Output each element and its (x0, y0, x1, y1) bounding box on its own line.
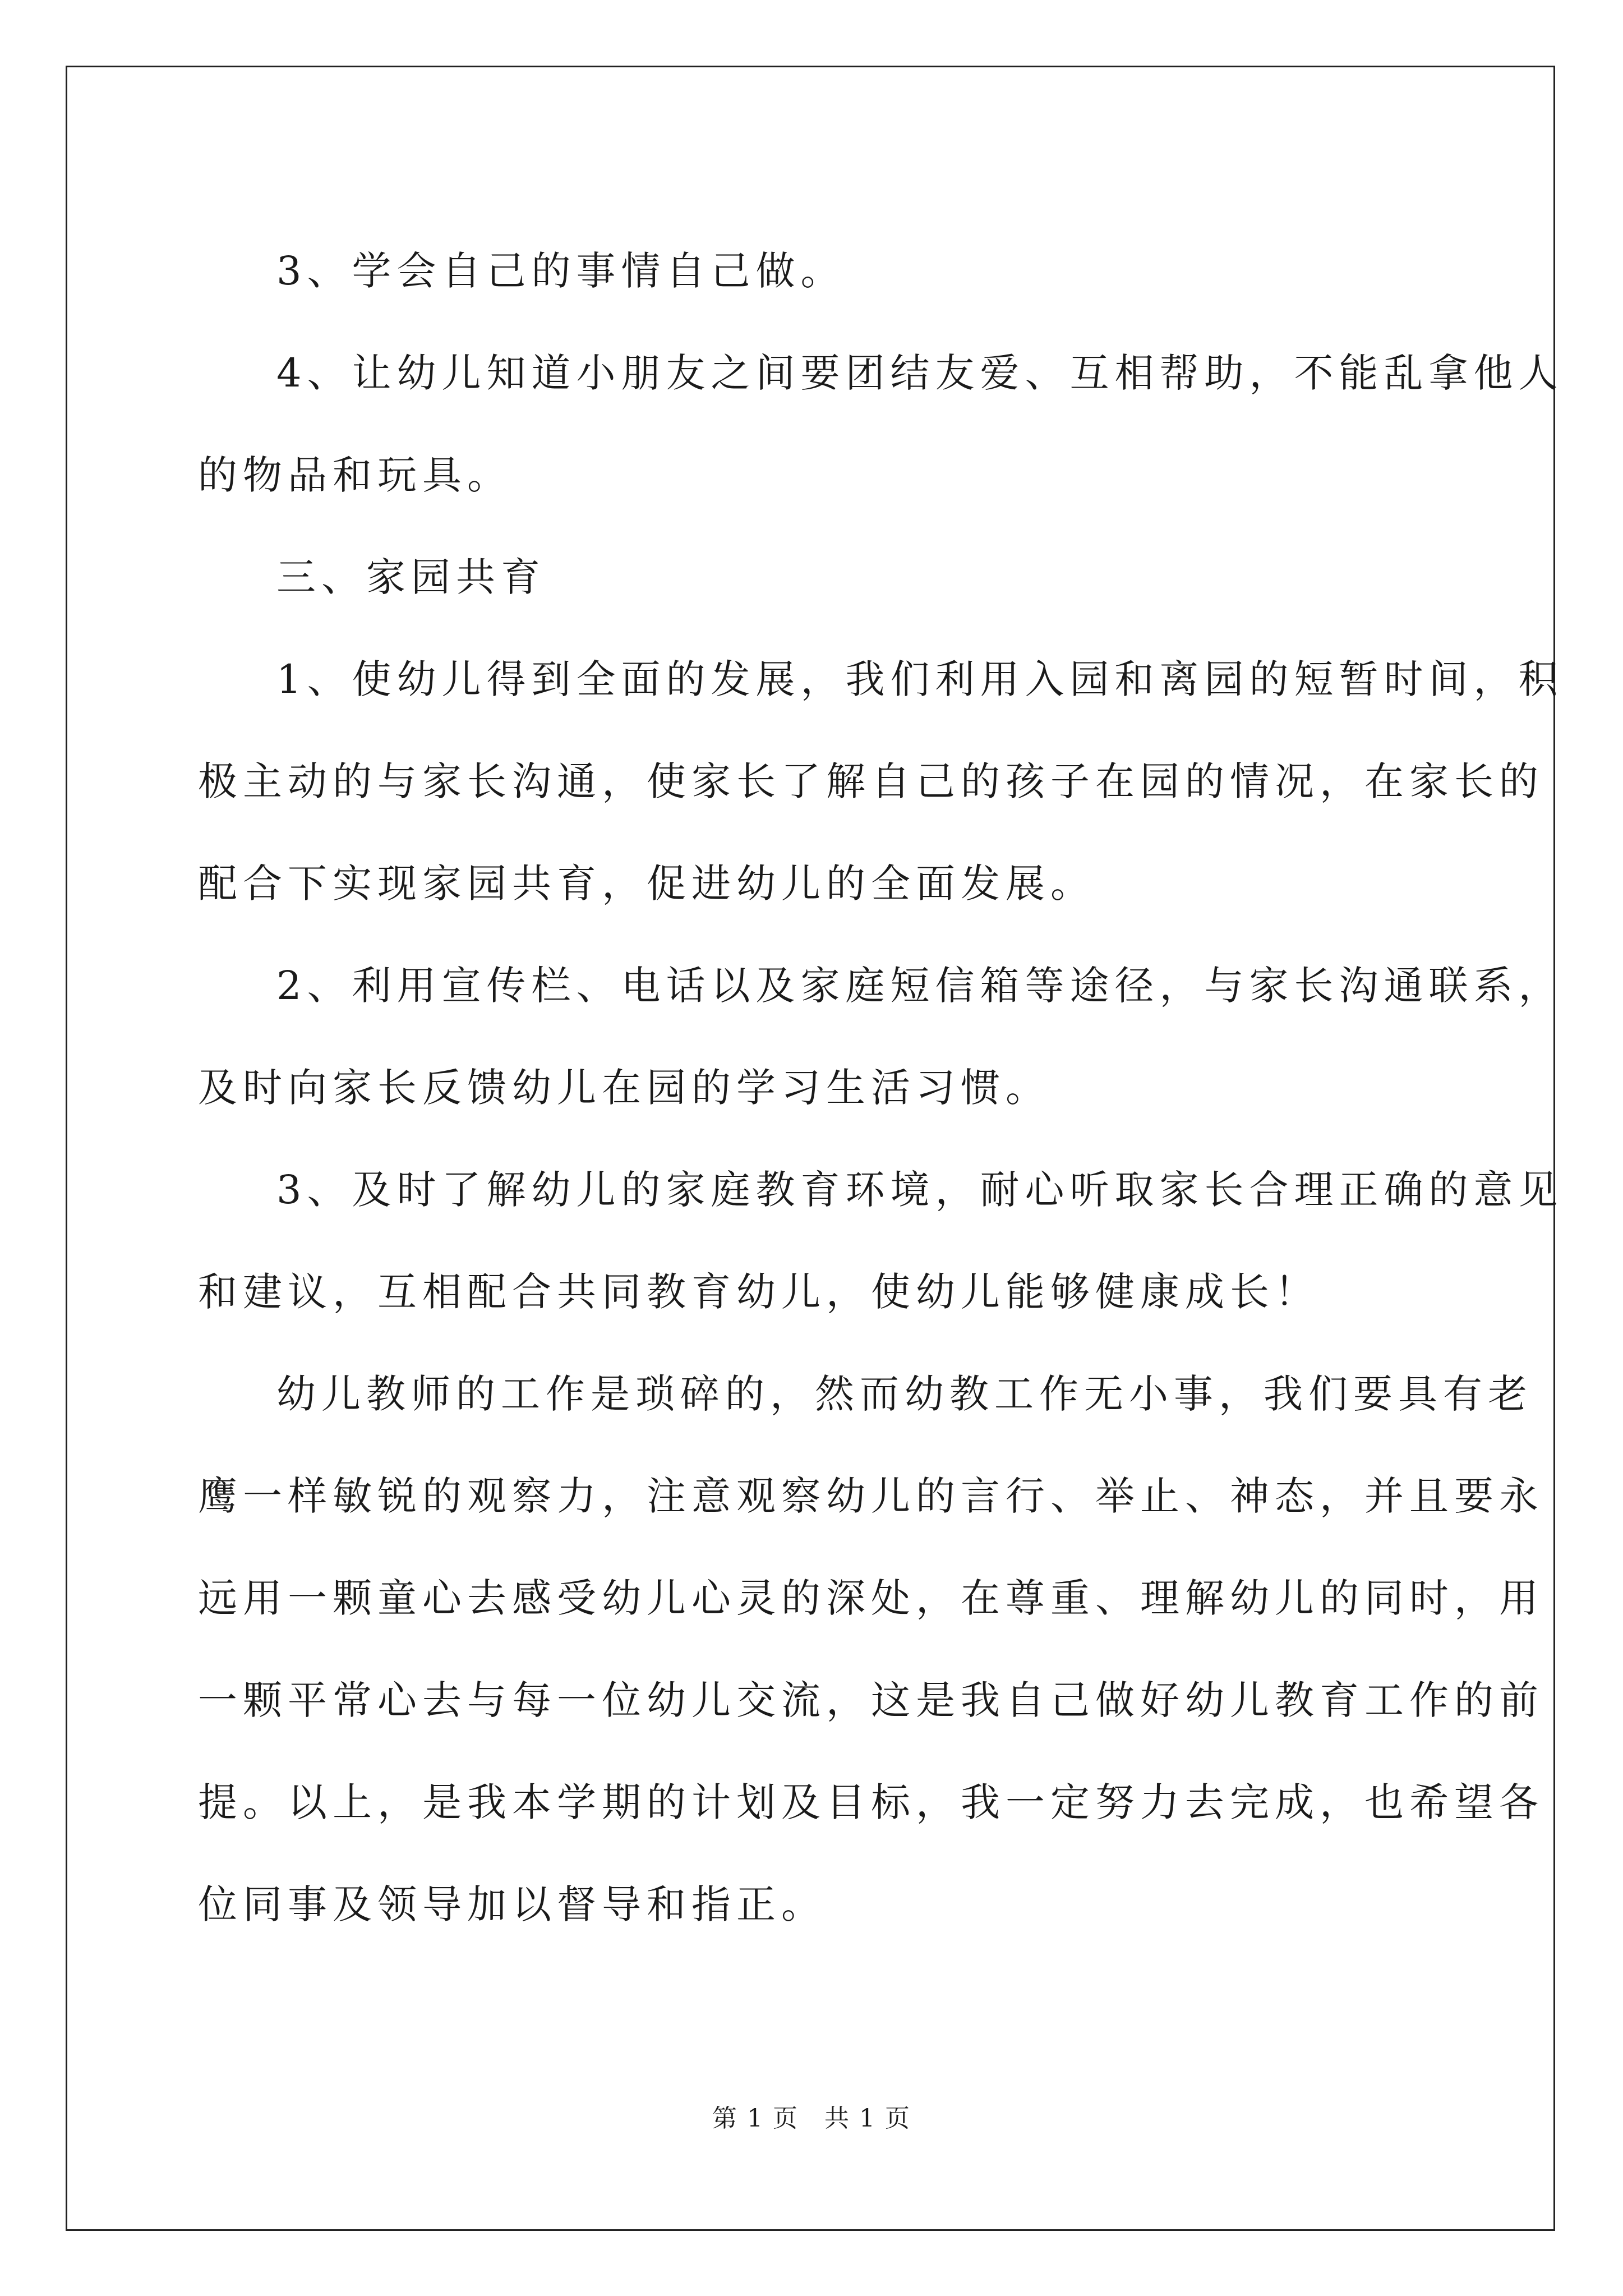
page-number-label: 第 1 页 共 1 页 (712, 2104, 911, 2133)
document-body (198, 220, 1564, 1955)
paragraph-line: 3、学会自己的事情自己做。 (276, 248, 846, 294)
paragraph (198, 628, 1564, 935)
paragraph-line: 的物品和玩具。 (198, 452, 512, 498)
section-heading-text: 三、家园共育 (276, 554, 546, 600)
paragraph (198, 322, 1564, 526)
paragraph (198, 935, 1564, 1139)
page-footer (0, 2098, 1623, 2134)
paragraph-line: 及时向家长反馈幼儿在园的学习生活习惯。 (198, 1065, 1050, 1111)
paragraph-line: 3、及时了解幼儿的家庭教育环境，耐心听取家长合理正确的意见 (276, 1167, 1564, 1213)
paragraph-line: 位同事及领导加以督导和指正。 (198, 1881, 826, 1927)
paragraph-line: 一颗平常心去与每一位幼儿交流，这是我自己做好幼儿教育工作的前 (198, 1677, 1544, 1723)
paragraph-line: 2、利用宣传栏、电话以及家庭短信箱等途径，与家长沟通联系， (276, 963, 1564, 1009)
paragraph-line: 4、让幼儿知道小朋友之间要团结友爱、互相帮助，不能乱拿他人 (276, 350, 1564, 396)
paragraph (198, 1139, 1564, 1343)
paragraph (198, 220, 1482, 322)
paragraph-line: 提。以上，是我本学期的计划及目标，我一定努力去完成，也希望各 (198, 1779, 1544, 1825)
paragraph-line: 鹰一样敏锐的观察力，注意观察幼儿的言行、举止、神态，并且要永 (198, 1473, 1544, 1519)
paragraph-line: 1、使幼儿得到全面的发展，我们利用入园和离园的短暂时间，积 (276, 656, 1564, 702)
section-heading (198, 526, 1482, 628)
paragraph-line: 幼儿教师的工作是琐碎的，然而幼教工作无小事，我们要具有老 (276, 1371, 1533, 1417)
paragraph-line: 和建议，互相配合共同教育幼儿，使幼儿能够健康成长！ (198, 1269, 1320, 1315)
paragraph-line: 极主动的与家长沟通，使家长了解自己的孩子在园的情况，在家长的 (198, 758, 1544, 804)
paragraph (198, 1343, 1544, 1955)
paragraph-line: 配合下实现家园共育，促进幼儿的全面发展。 (198, 861, 1095, 907)
paragraph-line: 远用一颗童心去感受幼儿心灵的深处，在尊重、理解幼儿的同时，用 (198, 1575, 1544, 1621)
